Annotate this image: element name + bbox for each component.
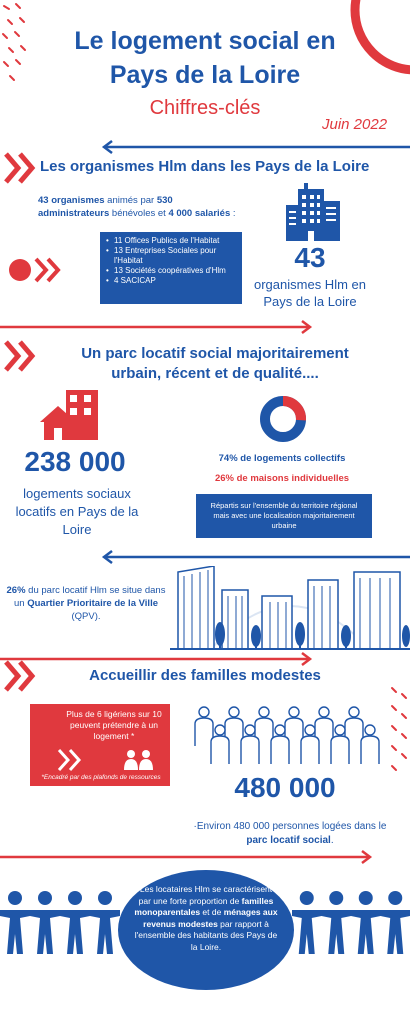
publication-date: Juin 2022	[322, 116, 388, 133]
arrow-right-divider	[0, 320, 315, 334]
people-count: 480 000	[234, 772, 336, 803]
section3-title: Accueillir des familles modestes	[89, 667, 321, 684]
housing-count: 238 000	[24, 446, 126, 477]
chevrons-icon	[2, 338, 38, 374]
housing-count-label: logements sociaux locatifs en Pays de la Loire	[15, 486, 139, 537]
individuelles-share: 26% de maisons individuelles	[214, 473, 350, 484]
houses-icon	[40, 390, 100, 440]
section1-title: Les organismes Hlm dans les Pays de la Loire	[40, 158, 370, 175]
section1-intro: 43 organismes animés par 530 administrateurs bénévoles et 4 000 salariés :	[38, 195, 236, 219]
page-title-line1: Le logement social en	[74, 27, 336, 55]
list-item: • 11 Offices Publics de l'Habitat	[106, 236, 236, 246]
arrow-left-divider	[100, 550, 410, 564]
list-item: • 13 Entreprises Sociales pour l'Habitat	[106, 246, 236, 266]
distribution-box: Répartis sur l'ensemble du territoire régional mais avec une localisation majoritairement urbaine	[196, 494, 372, 538]
housing-type-donut	[258, 394, 308, 444]
footer-text: Les locataires Hlm se caractérisent par une forte proportion de familles monoparentales et de ménages aux revenus modestes par rapport à l'ensemble des habitants des Pays de la Loire.	[134, 884, 278, 952]
city-skyline-illustration	[170, 566, 410, 650]
eligibility-text: Plus de 6 ligériens sur 10 peuvent prétendre à un logement *	[66, 709, 162, 741]
section2-title-line2: urbain, récent et de qualité....	[111, 365, 319, 382]
chevrons-icon	[2, 150, 38, 186]
building-icon	[286, 183, 340, 241]
arrow-left-divider	[100, 140, 410, 154]
arrow-right-divider	[0, 850, 375, 864]
section2-title-line1: Un parc locatif social majoritairement	[81, 345, 349, 362]
arrow-right-divider	[0, 652, 315, 666]
chevrons-icon	[56, 748, 86, 772]
organisms-count: 43	[294, 242, 326, 273]
page-subtitle: Chiffres-clés	[149, 97, 261, 119]
eligibility-note: *Encadré par des plafonds de ressources	[41, 774, 161, 781]
collectifs-share: 74% de logements collectifs	[218, 453, 346, 464]
organisms-count-label: organismes Hlm en Pays de la Loire	[254, 277, 366, 309]
red-dot-chevrons-icon	[6, 255, 70, 285]
handshake-icon	[122, 748, 156, 770]
qpv-text: 26% du parc locatif Hlm se situe dans un Quartier Prioritaire de la Ville (QPV).	[6, 585, 166, 622]
people-crowd-icon	[192, 702, 392, 770]
people-chain-left	[0, 890, 120, 954]
organisms-list-box	[100, 232, 242, 304]
list-item: • 4 SACICAP	[106, 276, 236, 286]
list-item: • 13 Sociétés coopératives d'Hlm	[106, 266, 236, 276]
page-title-line2: Pays de la Loire	[109, 61, 301, 89]
eligibility-box	[30, 704, 170, 786]
chevrons-icon	[2, 658, 38, 694]
people-chain-right	[292, 890, 410, 954]
people-count-description: ·Environ 480 000 personnes logées dans le parc locatif social.	[193, 821, 387, 846]
